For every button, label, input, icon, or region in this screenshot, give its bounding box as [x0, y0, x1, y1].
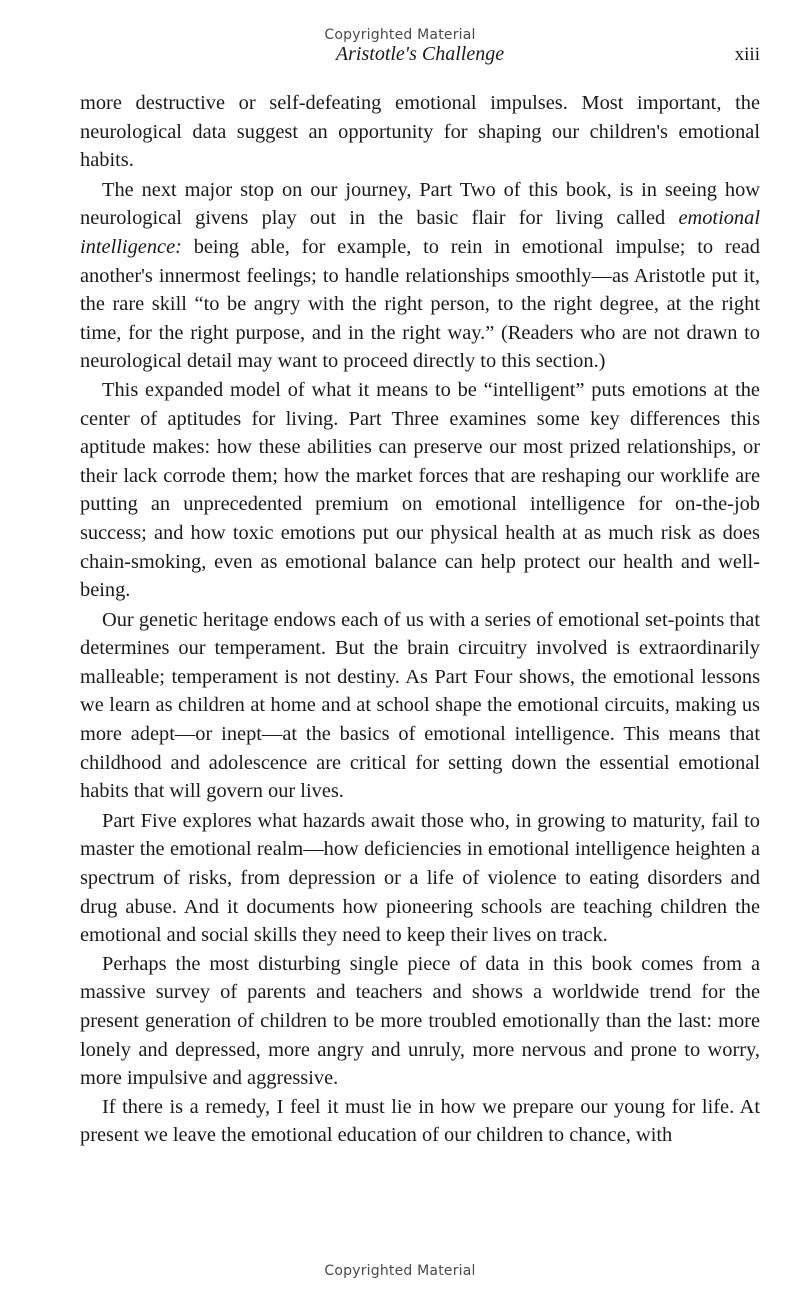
- paragraph-7: If there is a remedy, I feel it must lie in how we prepare our young for life. At present we leave the emotional education of our children to chance, with: [80, 1095, 760, 1147]
- paragraph-6: Perhaps the most disturbing single piece of data in this book comes from a massive survey of parents and teachers and shows a worldwide trend for the present generation of children to be more troubled emotionally than the last: more lonely and depressed, more angry and unruly, more nervous and prone to worry, more impulsive and aggressive.: [80, 952, 760, 1090]
- paragraph-2-text-cont: being able, for example, to rein in emotional impulse; to read another's innermost feelings; to handle relationships smoothly—as Aristotle put it, the rare skill “to be angry with the right person, to the right degree, at the right time, for the right purpose, and in the right way.” (Readers who are not drawn to neurological detail may want to proceed directly to this section.): [80, 235, 760, 373]
- page-number: xiii: [734, 44, 760, 65]
- paragraph-3: This expanded model of what it means to be “intelligent” puts emotions at the center of aptitudes for living. Part Three examines some key differences this aptitude makes: how these abilities can preserve our most prized relationships, or their lack corrode them; how the market forces that are reshaping our worklife are putting an unprecedented premium on emotional intelligence for on-the-job success; and how toxic emotions put our physical health at as much risk as does chain-smoking, even as emotional balance can help protect our health and well-being.: [80, 378, 760, 602]
- paragraph-4: Our genetic heritage endows each of us with a series of emotional set-points that determines our temperament. But the brain circuitry involved is extraordinarily malleable; temperament is not destiny. As Part Four shows, the emotional lessons we learn as children at home and at school shape the emotional circuits, making us more adept—or inept—at the basics of emotional intelligence. This means that childhood and adolescence are critical for setting down the essential emotional habits that will govern our lives.: [80, 608, 760, 803]
- copyright-watermark-top: Copyrighted Material: [324, 27, 476, 43]
- paragraph-2: [80, 176, 760, 376]
- running-title: Aristotle's Challenge: [335, 43, 505, 65]
- body-text: [80, 89, 760, 1150]
- paragraph-5: Part Five explores what hazards await those who, in growing to maturity, fail to master the emotional realm—how deficiencies in emotional intelligence heighten a spectrum of risks, from depression or a life of violence to eating disorders and drug abuse. And it documents how pioneering schools are teaching children the emotional and social skills they need to keep their lives on track.: [80, 809, 760, 947]
- emphasis-emotional-intelligence: emotional intelligence:: [80, 207, 760, 258]
- running-header: [80, 43, 760, 69]
- paragraph-1: more destructive or self-defeating emotional impulses. Most important, the neurological data suggest an opportunity for shaping our children's emotional habits.: [80, 92, 760, 172]
- copyright-watermark-bottom: Copyrighted Material: [324, 1263, 476, 1279]
- paragraph-2-text: The next major stop on our journey, Part Two of this book, is in seeing how neurological givens play out in the basic flair for living called: [80, 178, 760, 230]
